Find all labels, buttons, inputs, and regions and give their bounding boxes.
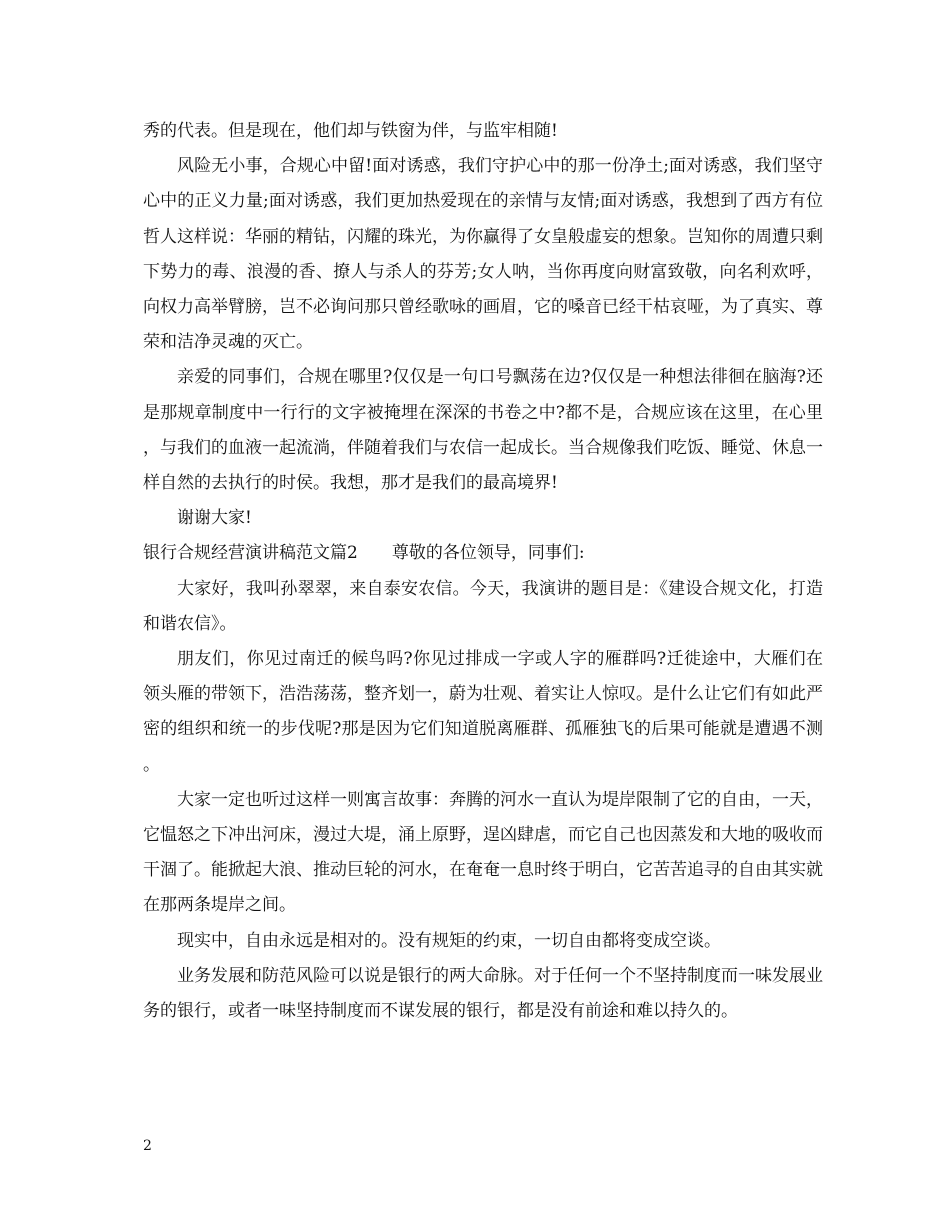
paragraph-7: 朋友们，你见过南迁的候鸟吗?你见过排成一字或人字的雁群吗?迁徙途中，大雁们在领头雁的带领下，浩浩荡荡，整齐划一，蔚为壮观、着实让人惊叹。是什么让它们有如此严密的组织和统一的步伐呢?那是因为它们知道脱离雁群、孤雁独飞的后果可能就是遭遇不测。	[143, 649, 823, 775]
paragraph-1: 秀的代表。但是现在，他们却与铁窗为伴，与监牢相随!	[143, 121, 558, 141]
body-text	[143, 114, 823, 1029]
paragraph-4: 谢谢大家!	[177, 508, 252, 529]
paragraph-9: 现实中，自由永远是相对的。没有规矩的约束，一切自由都将变成空谈。	[177, 930, 721, 951]
paragraph-6: 大家好，我叫孙翠翠，来自泰安农信。今天，我演讲的题目是：《建设合规文化，打造和谐农信》。	[143, 578, 823, 634]
paragraph-10: 业务发展和防范风险可以说是银行的两大命脉。对于任何一个不坚持制度而一味发展业务的银行，或者一味坚持制度而不谋发展的银行，都是没有前途和难以持久的。	[143, 965, 823, 1022]
paragraph-3: 亲爱的同事们，合规在哪里?仅仅是一句口号飘荡在边?仅仅是一种想法徘徊在脑海?还是那规章制度中一行行的文字被掩埋在深深的书卷之中?都不是，合规应该在这里，在心里，与我们的血液一起流淌，伴随着我们与农信一起成长。当合规像我们吃饭、睡觉、休息一样自然的去执行的时侯。我想，那才是我们的最高境界!	[143, 367, 823, 494]
section-heading: 银行合规经营演讲稿范文篇2 尊敬的各位领导，同事们:	[143, 543, 585, 564]
paragraph-8: 大家一定也听过这样一则寓言故事：奔腾的河水一直认为堤岸限制了它的自由，一天，它愠怒之下冲出河床，漫过大堤，涌上原野，逞凶肆虐，而它自己也因蒸发和大地的吸收而干涸了。能掀起大浪、推动巨轮的河水，在奄奄一息时终于明白，它苦苦追寻的自由其实就在那两条堤岸之间。	[143, 789, 823, 916]
paragraph-2: 风险无小事，合规心中留!面对诱惑，我们守护心中的那一份净土;面对诱惑，我们坚守心中的正义力量;面对诱惑，我们更加热爱现在的亲情与友情;面对诱惑，我想到了西方有位哲人这样说：华丽的精钻，闪耀的珠光，为你赢得了女皇般虚妄的想象。岂知你的周遭只剩下势力的毒、浪漫的香、撩人与杀人的芬芳;女人呐，当你再度向财富致敬，向名利欢呼，向权力高举臂膀，岂不必询问那只曾经歌咏的画眉，它的嗓音已经干枯哀哑，为了真实、尊荣和洁净灵魂的灭亡。	[143, 156, 823, 353]
page-number: 2	[143, 1138, 152, 1154]
